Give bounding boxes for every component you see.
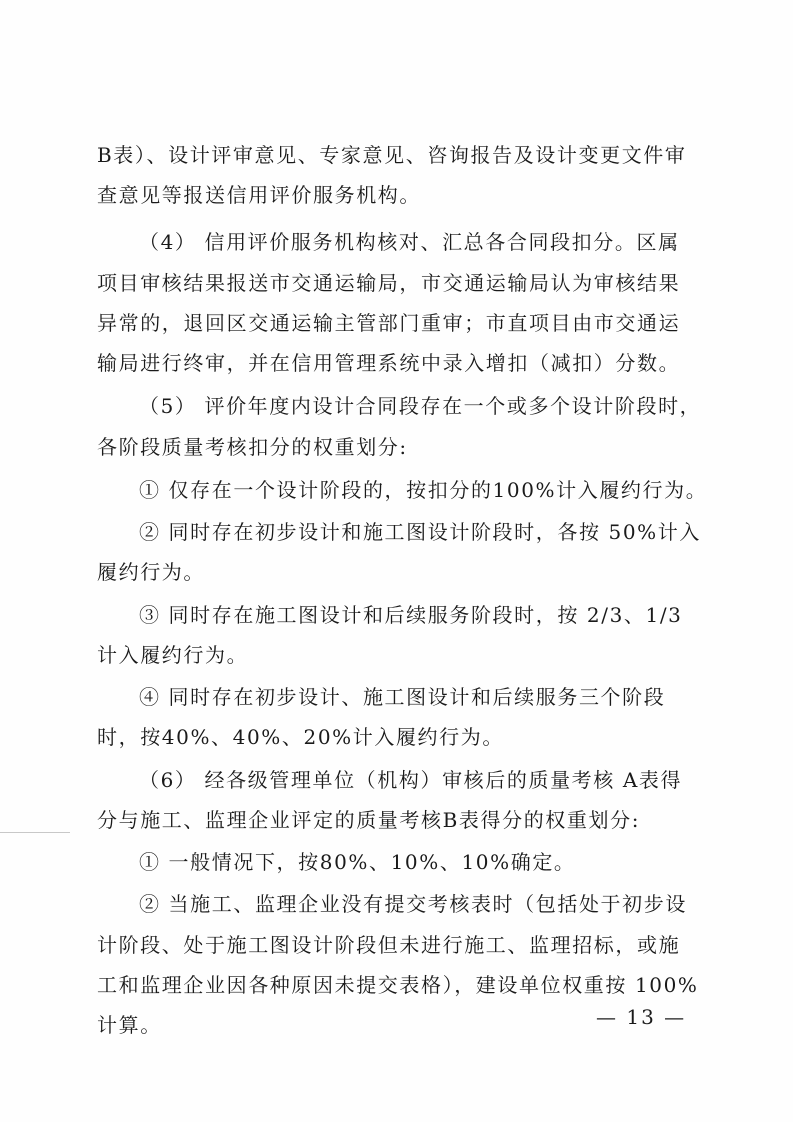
text-line: B表）、设计评审意见、专家意见、咨询报告及设计变更文件审	[97, 143, 687, 167]
text-line: 项目审核结果报送市交通运输局，市交通运输局认为审核结果	[97, 271, 681, 295]
text-line: ② 当施工、监理企业没有提交考核表时（包括处于初步设	[139, 892, 687, 916]
text-line: ② 同时存在初步设计和施工图设计阶段时，各按 50%计入	[139, 520, 701, 544]
text-line: 分与施工、监理企业评定的质量考核B表得分的权重划分:	[97, 808, 641, 832]
text-line: 输局进行终审，并在信用管理系统中录入增扣（减扣）分数。	[97, 351, 681, 375]
text-line: ③ 同时存在施工图设计和后续服务阶段时，按 2/3、1/3	[139, 603, 683, 627]
text-line: 计算。	[97, 1013, 162, 1037]
text-line: 异常的，退回区交通运输主管部门重审；市直项目由市交通运	[97, 311, 681, 335]
text-line: （5） 评价年度内设计合同段存在一个或多个设计阶段时，	[139, 394, 702, 418]
text-line: 查意见等报送信用评价服务机构。	[97, 183, 421, 207]
text-line: ① 一般情况下，按80%、10%、10%确定。	[139, 850, 576, 874]
page-number: — 13 —	[596, 1005, 687, 1029]
scan-mark-line	[0, 832, 70, 833]
text-line: 各阶段质量考核扣分的权重划分:	[97, 435, 408, 459]
text-line: 时，按40%、40%、20%计入履约行为。	[97, 725, 504, 749]
text-line: 工和监理企业因各种原因未提交表格），建设单位权重按 100%	[97, 973, 699, 997]
text-line: 履约行为。	[97, 560, 205, 584]
text-line: ④ 同时存在初步设计、施工图设计和后续服务三个阶段	[139, 685, 666, 709]
text-line: （6） 经各级管理单位（机构）审核后的质量考核 A表得	[139, 768, 683, 792]
text-line: 计阶段、处于施工图设计阶段但未进行施工、监理招标，或施	[97, 933, 681, 957]
text-line: ① 仅存在一个设计阶段的，按扣分的100%计入履约行为。	[139, 478, 708, 502]
text-line: 计入履约行为。	[97, 643, 249, 667]
text-line: （4） 信用评价服务机构核对、汇总各合同段扣分。区属	[139, 230, 680, 254]
